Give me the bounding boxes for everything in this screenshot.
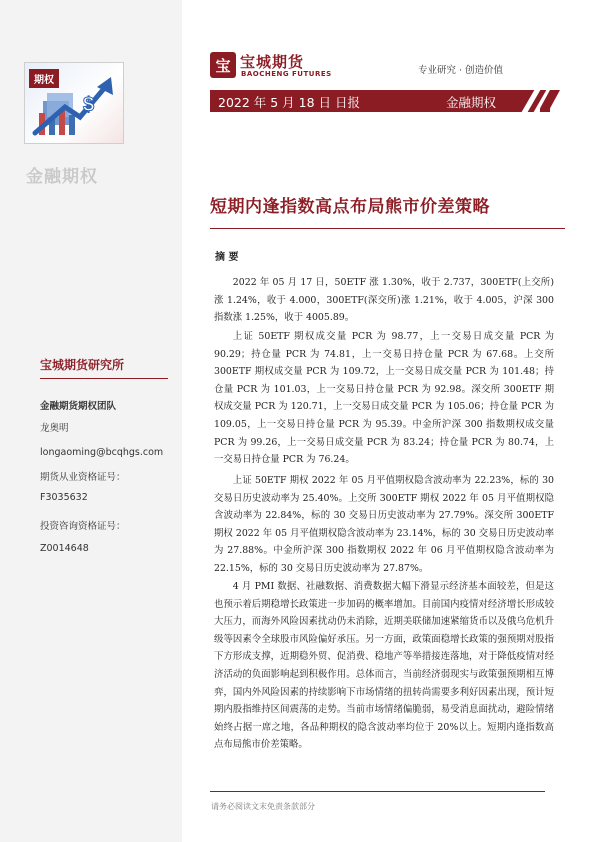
brand-logo-icon: 宝 <box>210 52 236 78</box>
title-divider <box>210 228 565 229</box>
cert-number: F3035632 <box>40 492 88 503</box>
institute-name: 宝城期货研究所 <box>40 358 125 372</box>
report-date: 2022 年 5 月 18 日 日报 <box>218 95 361 110</box>
cover-illustration <box>24 62 124 144</box>
svg-text:$: $ <box>83 94 95 116</box>
abstract-paragraph-outlook: 4 月 PMI 数据、社融数据、消费数据大幅下滑显示经济基本面较差，但是这也预示着后期稳增长政策进一步加码的概率增加。目前国内疫情对经济增长形成较大压力，而海外风险因素扰动仍未消除，近期美联储加速紧缩货币以及俄乌危机升级等因素令全球股市风险偏好承压。另一方面，政策面稳增长政策的强预期对股指下方形成支撑，近期稳外贸、促消费、稳地产等举措接连落地，对于降低疫情对经济活动的负面影响起到积极作用。总体而言，当前经济弱现实与政策强预期相互博弈，国内外风险因素的持续影响下市场情绪的扭转尚需要多利好因素出现，预计短期内股指维持区间震荡的走势。当前市场情绪偏脆弱，易受消息面扰动，避险情绪始终占据一席之地，各品种期权的隐含波动率均位于 20%以上。短期内逢指数高点布局熊市价差策略。 <box>214 581 554 751</box>
advisor-number: Z0014648 <box>40 543 89 554</box>
abstract-paragraph-pcr: 上证 50ETF 期权成交量 PCR 为 98.77，上一交易日成交量 PCR 为 90.29；持仓量 PCR 为 74.81，上一交易日持仓量 PCR 为 67.68。上交所 300ETF 期权成交量 PCR 为 109.72，上一交易日成交量 PCR 为 101.48；持仓量 PCR 为 101.03，上一交易日持仓量 PCR 为 92.98。深交所 300ETF 期权成交量 PCR 为 120.71，上一交易日成交量 PCR 为 105.06；持仓量 PCR 为 109.05，上一交易日持仓量 PCR 为 95.39。中金所沪深 300 指数期权成交量 PCR 为 99.26，上一交易日成交量 PCR 为 83.24；持仓量 PCR 为 80.74，上一交易日持仓量 PCR 为 76.24。 <box>214 331 554 466</box>
footer-divider <box>210 791 545 792</box>
advisor-label: 投资咨询资格证号： <box>40 521 126 532</box>
institute-divider <box>40 378 168 379</box>
brand-name-en: BAOCHENG FUTURES <box>241 70 332 78</box>
abstract-paragraph-volatility: 上证 50ETF 期权 2022 年 05 月平值期权隐含波动率为 22.23%，标的 30 交易日历史波动率为 25.40%。上交所 300ETF 期权 2022 年 05 月平值期权隐含波动率为 22.84%，标的 30 交易日历史波动率为 27.79%。深交所 300ETF 期权 2022 年 05 月平值期权隐含波动率为 23.14%，标的 30 交易日历史波动率为 27.88%。中金所沪深 300 指数期权 2022 年 06 月平值期权隐含波动率为 22.15%，标的 30 交易日历史波动率为 27.87%。 <box>214 475 554 574</box>
abstract-heading: 摘 要 <box>215 252 239 263</box>
report-banner <box>210 90 550 112</box>
rising-arrow-icon <box>25 63 124 144</box>
cover-tag: 期权 <box>29 69 59 88</box>
footer-disclaimer: 请务必阅读文末免责条款部分 <box>211 802 315 811</box>
report-title: 短期内逢指数高点布局熊市价差策略 <box>210 197 490 217</box>
brand-tagline: 专业研究 · 创造价值 <box>418 65 504 76</box>
author-name: 龙奥明 <box>40 423 69 434</box>
brand-name: 宝城期货 <box>240 53 305 71</box>
abstract-paragraph-market: 2022 年 05 月 17 日，50ETF 涨 1.30%，收于 2.737，300ETF(上交所)涨 1.24%，收于 4.000，300ETF(深交所)涨 1.21%，收于 4.005，沪深 300 指数涨 1.25%，收于 4005.89。 <box>214 277 554 324</box>
cert-label: 期货从业资格证号： <box>40 472 126 483</box>
report-section: 金融期权 <box>446 95 497 110</box>
section-watermark: 金融期权 <box>26 167 98 187</box>
team-name: 金融期货期权团队 <box>40 401 117 412</box>
banner-tail-stripes <box>540 90 562 112</box>
author-email[interactable]: longaoming@bcqhgs.com <box>40 447 164 458</box>
